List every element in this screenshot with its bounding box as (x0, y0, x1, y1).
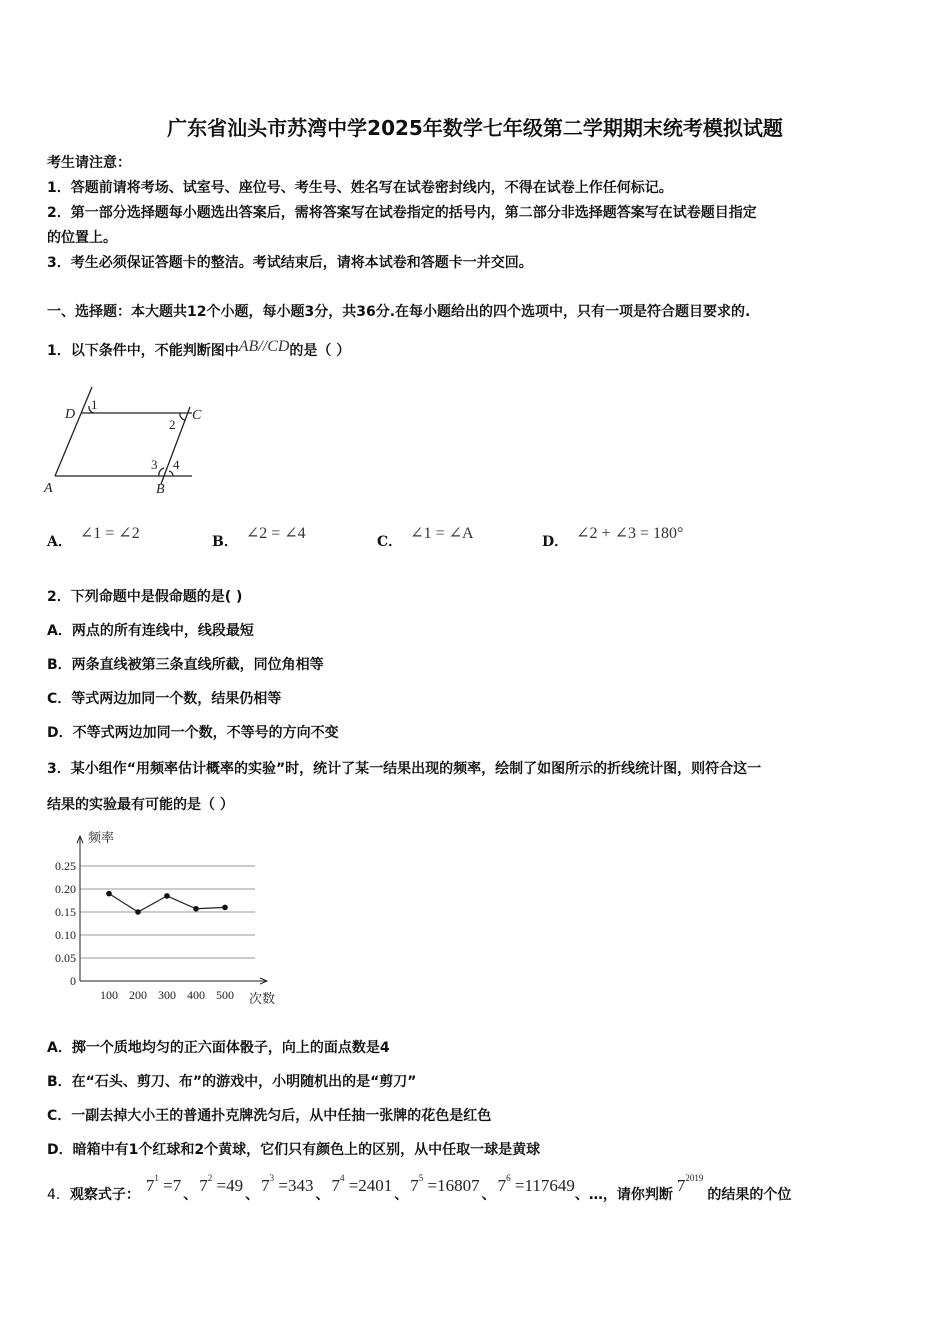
angle-4-label: 4 (173, 457, 180, 472)
option-expr: ∠1 = ∠A (410, 525, 474, 542)
y-tick-label: 0.10 (55, 928, 76, 942)
data-point (106, 891, 112, 897)
option-2c[interactable]: C．等式两边加同一个数，结果仍相等 (47, 691, 282, 707)
option-1c[interactable] (377, 525, 474, 551)
label-D: D (65, 407, 76, 422)
x-tick-label: 100 (100, 988, 118, 1002)
option-3b[interactable]: B．在“石头、剪刀、布”的游戏中，小明随机出的是“剪刀” (47, 1074, 417, 1090)
question-1-suffix: 的是（ ） (289, 343, 351, 359)
data-point (164, 893, 170, 899)
question-number: 1． (47, 343, 71, 359)
question-number: 2． (47, 589, 71, 605)
question-2-text: 下列命题中是假命题的是( ) (70, 589, 243, 605)
question-3 (47, 758, 761, 778)
power-term-1: $7^1 =7$ (145, 1173, 182, 1195)
label-C: C (192, 408, 202, 423)
option-2d[interactable]: D．不等式两边加同一个数，不等号的方向不变 (47, 725, 339, 741)
question-number: 3． (47, 761, 71, 777)
question-1-math: AB//CD (238, 338, 290, 355)
label-B: B (156, 482, 165, 497)
question-number: 4． (47, 1187, 70, 1203)
power-term-5: $7^5 =16807$ (410, 1173, 480, 1195)
power-term-3: $7^3 =343$ (261, 1173, 314, 1195)
frequency-line-chart (40, 826, 290, 1006)
question-4: 4．观察式子： $7^1 =7$ 、 $7^2 =49$ 、 $7^3 =343$ 、 $7^4 =2401$ 、 $7^5 =16807$ 、 $7^6 =117649$、…，请你判断 $7^{2019}$的结果的个位 (47, 1173, 792, 1203)
option-expr: ∠2 + ∠3 = 180° (576, 525, 684, 542)
option-3a[interactable]: A．掷一个质地均匀的正六面体骰子，向上的面点数是4 (47, 1040, 390, 1056)
y-axis-label: 频率 (88, 830, 115, 845)
label-A: A (44, 481, 53, 496)
option-2a[interactable]: A．两点的所有连线中，线段最短 (47, 623, 254, 639)
data-point (222, 905, 228, 911)
power-term-2: $7^2 =49$ (199, 1173, 244, 1195)
question-2 (47, 586, 242, 606)
option-3c[interactable]: C．一副去掉大小王的普通扑克牌洗匀后，从中任抽一张牌的花色是红色 (47, 1108, 492, 1124)
data-point (193, 906, 199, 912)
parallelogram-figure (40, 382, 210, 497)
question-4-suffix: 的结果的个位 (707, 1187, 792, 1203)
option-3d[interactable]: D．暗箱中有1个红球和2个黄球，它们只有颜色上的区别，从中任取一球是黄球 (47, 1142, 541, 1158)
y-tick-label: 0.05 (55, 951, 76, 965)
option-expr: ∠1 = ∠2 (79, 525, 140, 542)
page-title: 广东省汕头市苏湾中学2025年数学七年级第二学期期末统考模拟试题 (167, 116, 783, 140)
y-tick-label: 0 (70, 974, 76, 988)
data-point (135, 909, 141, 915)
x-tick-label: 400 (187, 988, 205, 1002)
power-target: $7^{2019}$ (676, 1173, 704, 1195)
angle-3-label: 3 (151, 457, 158, 472)
notice-item-3: 3．考生必须保证答题卡的整洁。考试结束后，请将本试卷和答题卡一并交回。 (47, 255, 533, 271)
x-axis-label: 次数 (249, 991, 276, 1006)
question-1 (47, 340, 350, 360)
section-heading: 一、选择题：本大题共12个小题，每小题3分，共36分.在每小题给出的四个选项中，只有一项是符合题目要求的. (47, 304, 751, 320)
question-4-prefix: 观察式子： (69, 1187, 140, 1203)
x-tick-label: 500 (216, 988, 234, 1002)
notice-item-1: 1．答题前请将考场、试室号、座位号、考生号、姓名写在试卷密封线内，不得在试卷上作任何标记。 (47, 180, 673, 196)
x-tick-label: 300 (158, 988, 176, 1002)
question-1-prefix: 以下条件中，不能判断图中 (70, 343, 239, 359)
option-1d[interactable] (542, 525, 684, 551)
y-tick-label: 0.15 (55, 905, 76, 919)
option-label: A． (47, 534, 72, 550)
angle-2-label: 2 (169, 417, 176, 432)
question-3-cont: 结果的实验最有可能的是（ ） (47, 797, 234, 813)
y-tick-label: 0.20 (55, 882, 76, 896)
angle-1-label: 1 (91, 397, 98, 412)
notice-item-2: 2．第一部分选择题每小题选出答案后，需将答案写在试卷指定的括号内，第二部分非选择题答案写在试卷题目指定 (47, 205, 757, 221)
notice-heading: 考生请注意： (47, 155, 131, 171)
option-1a[interactable] (47, 525, 140, 551)
option-expr: ∠2 = ∠4 (245, 525, 306, 542)
question-4-ellipsis: 、…，请你判断 (574, 1187, 673, 1203)
x-tick-label: 200 (129, 988, 147, 1002)
y-tick-label: 0.25 (55, 859, 76, 873)
option-label: B． (212, 534, 238, 550)
option-1b[interactable] (212, 525, 306, 551)
power-term-6: $7^6 =117649$ (497, 1173, 575, 1195)
option-label: C． (377, 534, 403, 550)
notice-item-2-cont: 的位置上。 (47, 230, 117, 246)
question-3-line1: 某小组作“用频率估计概率的实验”时，统计了某一结果出现的频率，绘制了如图所示的折线统计图，则符合这一 (70, 761, 762, 777)
option-2b[interactable]: B．两条直线被第三条直线所截，同位角相等 (47, 657, 324, 673)
option-label: D． (542, 534, 569, 550)
power-term-4: $7^4 =2401$ (331, 1173, 393, 1195)
